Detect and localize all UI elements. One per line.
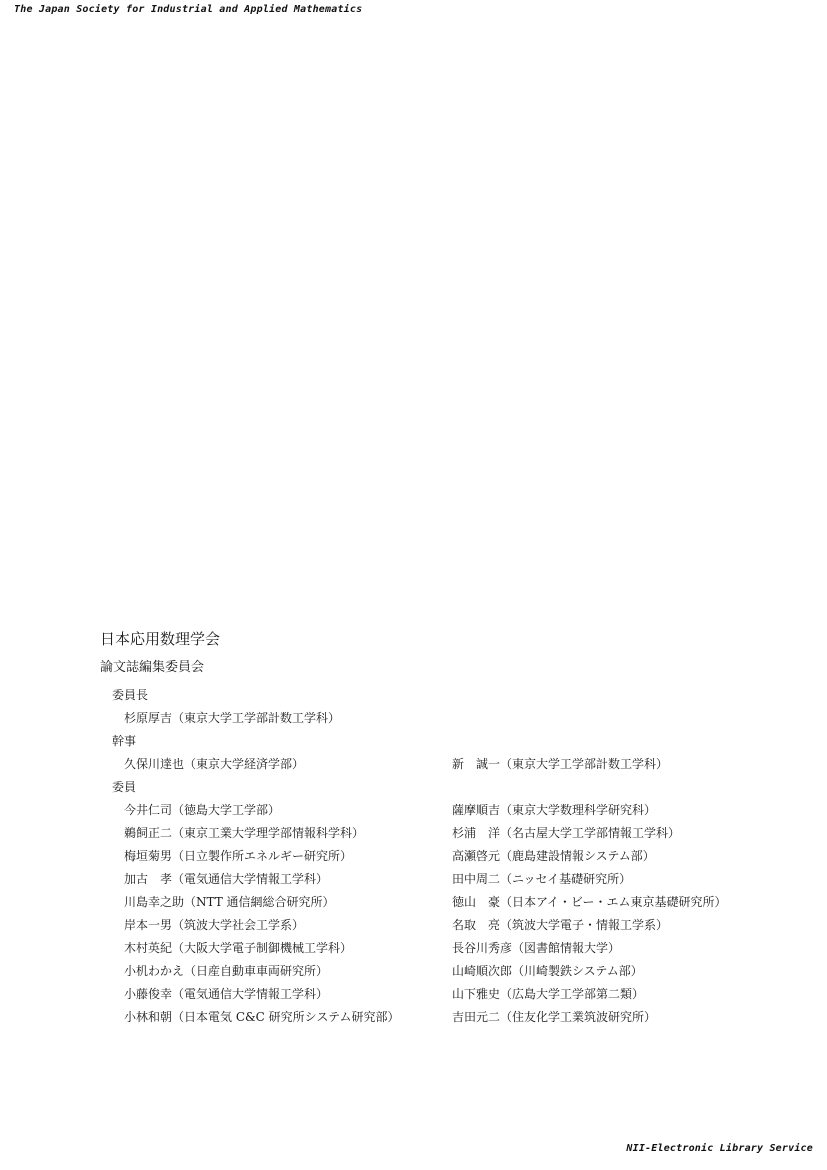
committee-label: 委員 (112, 780, 137, 794)
journal-header: The Japan Society for Industrial and Applied Mathematics (14, 4, 363, 15)
society-name: 日本応用数理学会 (100, 630, 221, 648)
committee-member-right: 徳山 豪（日本アイ・ビー・エム東京基礎研究所） (452, 895, 727, 909)
committee-name: 論文誌編集委員会 (100, 660, 205, 675)
committee-member-left: 小林和朝（日本電気 C&C 研究所システム研究部） (124, 1010, 400, 1024)
secretary-label: 幹事 (112, 734, 137, 748)
secretary-member-left: 久保川達也（東京大学経済学部） (124, 757, 305, 771)
committee-member-right: 山崎順次郎（川崎製鉄システム部） (452, 964, 643, 978)
library-service-footer: NII-Electronic Library Service (626, 1143, 813, 1154)
chair-label: 委員長 (112, 688, 149, 702)
committee-member-left: 川島幸之助（NTT 通信網総合研究所） (124, 895, 335, 909)
committee-member-left: 木村英紀（大阪大学電子制御機械工学科） (124, 941, 353, 955)
committee-member-right: 名取 亮（筑波大学電子・情報工学系） (452, 918, 669, 932)
committee-member-left: 今井仁司（徳島大学工学部） (124, 803, 281, 817)
committee-member-right: 薩摩順吉（東京大学数理科学研究科） (452, 803, 657, 817)
committee-member-left: 岸本一男（筑波大学社会工学系） (124, 918, 305, 932)
committee-member-left: 小藤俊幸（電気通信大学情報工学科） (124, 987, 329, 1001)
committee-member-right: 高瀬啓元（鹿島建設情報システム部） (452, 849, 655, 863)
committee-member-right: 吉田元二（住友化学工業筑波研究所） (452, 1010, 657, 1024)
committee-member-right: 田中周二（ニッセイ基礎研究所） (452, 872, 632, 886)
committee-member-right: 長谷川秀彦（図書館情報大学） (452, 941, 621, 955)
committee-member-left: 小机わかえ（日産自動車車両研究所） (124, 964, 329, 978)
secretary-member-right: 新 誠一（東京大学工学部計数工学科） (452, 757, 669, 771)
committee-member-left: 加古 孝（電気通信大学情報工学科） (124, 872, 329, 886)
chair-member: 杉原厚吉（東京大学工学部計数工学科） (124, 711, 341, 725)
committee-member-left: 鵜飼正二（東京工業大学理学部情報科学科） (124, 826, 365, 840)
committee-member-left: 梅垣菊男（日立製作所エネルギー研究所） (124, 849, 353, 863)
committee-member-right: 杉浦 洋（名古屋大学工学部情報工学科） (452, 826, 681, 840)
committee-member-right: 山下雅史（広島大学工学部第二類） (452, 987, 645, 1001)
